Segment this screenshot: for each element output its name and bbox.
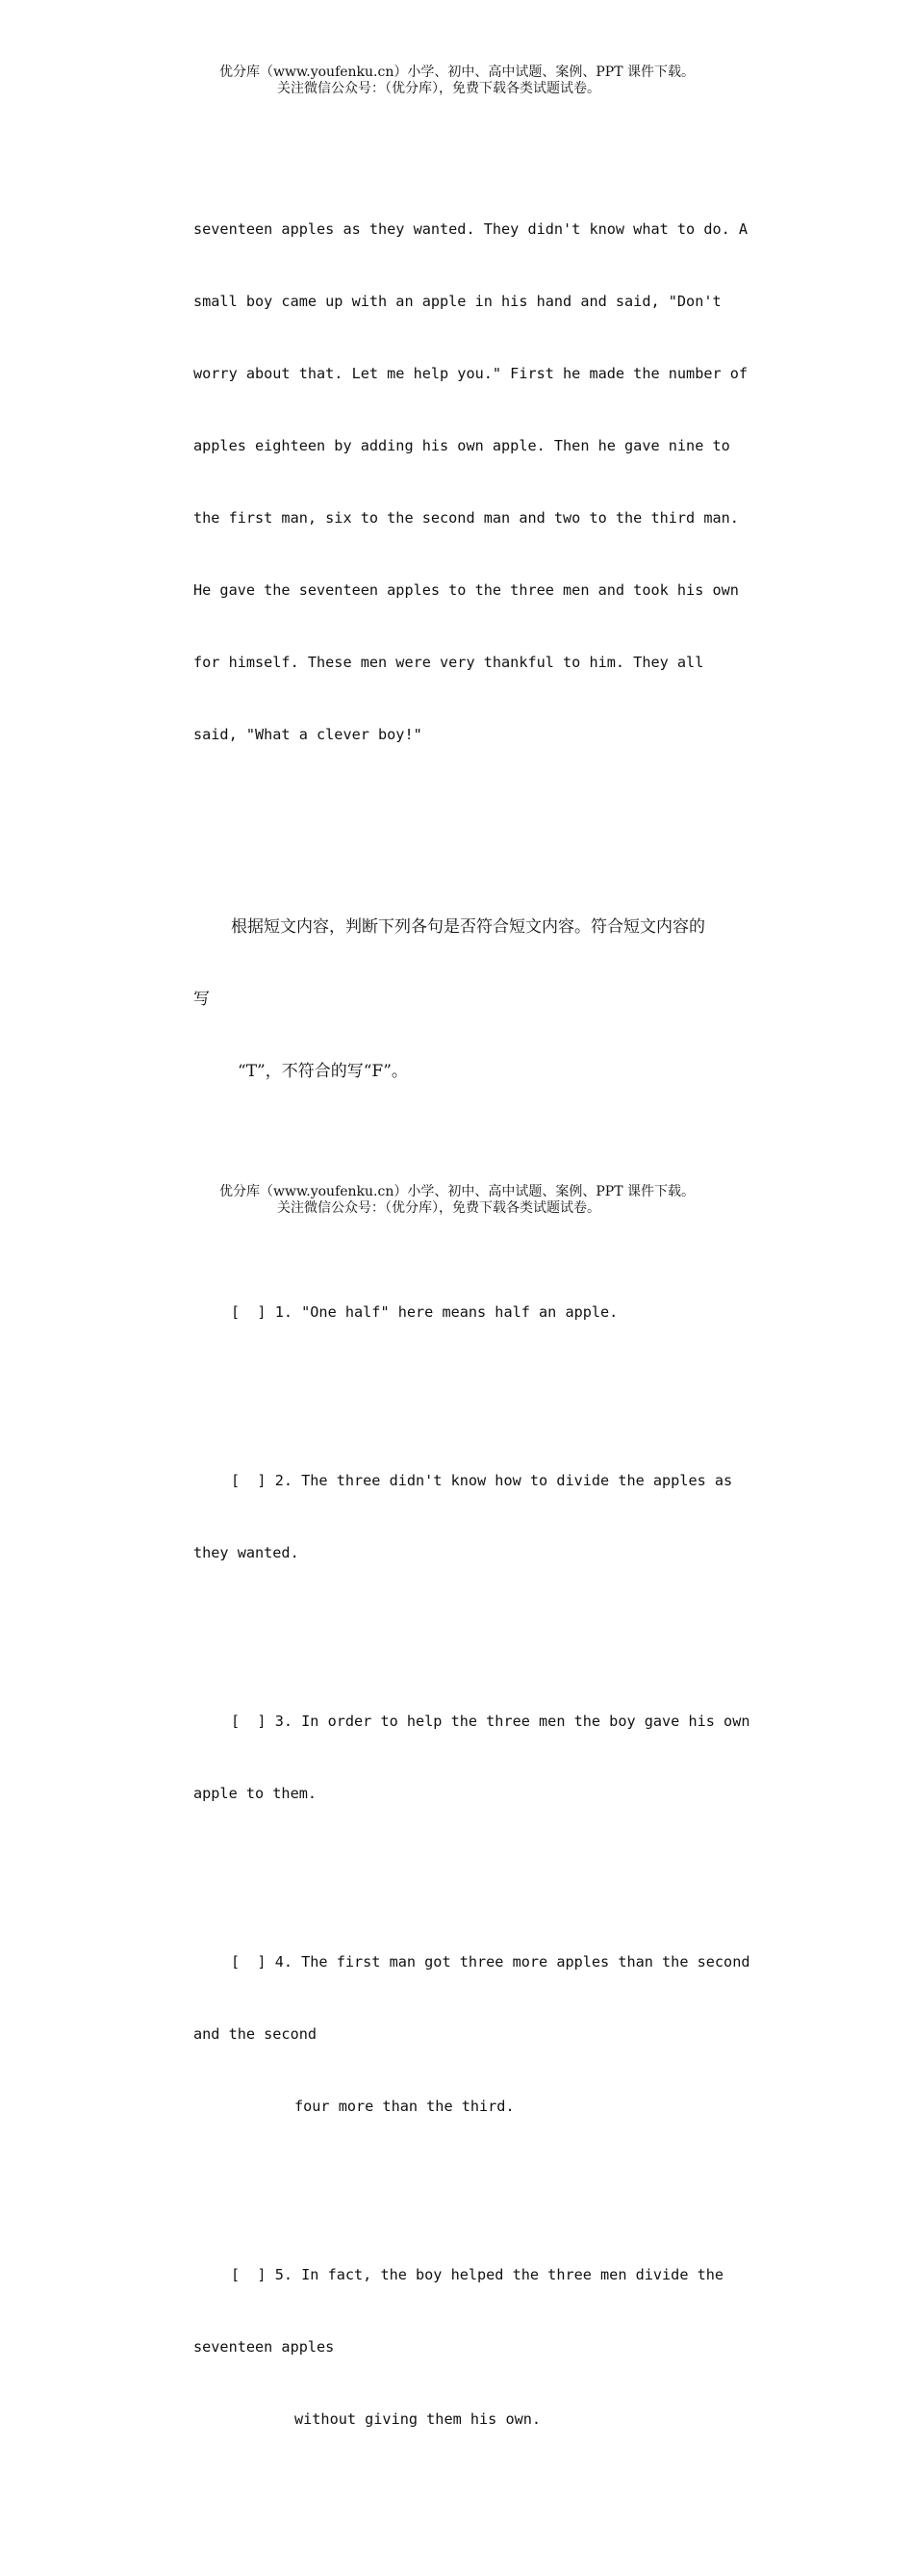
passage-line: He gave the seventeen apples to the three men and took his own xyxy=(193,581,739,599)
document-body xyxy=(193,121,785,2576)
passage-line: apples eighteen by adding his own apple. Then he gave nine to xyxy=(193,437,730,454)
question-text: [ ] 5. In fact, the boy helped the three men divide the xyxy=(231,2266,724,2283)
passage-line: the first man, six to the second man and two to the third man. xyxy=(193,509,739,527)
question-list xyxy=(193,1204,785,2528)
question-text: [ ] 4. The first man got three more apples than the second xyxy=(231,1953,750,1971)
header-line-2: 关注微信公众号：（优分库），免费下载各类试题试卷。 xyxy=(277,81,600,96)
question-text-continued: seventeen apples xyxy=(193,2338,335,2356)
passage-line: for himself. These men were very thankful to him. They all xyxy=(193,654,704,671)
question-text-continued: they wanted. xyxy=(193,1544,299,1561)
question-text-continued: four more than the third. xyxy=(294,2098,515,2115)
instruction xyxy=(193,867,785,1132)
question-1 xyxy=(193,1252,785,1373)
page-header xyxy=(0,64,914,97)
passage-line: said, "What a clever boy!" xyxy=(193,726,422,743)
instruction-line-1: 根据短文内容，判断下列各句是否符合短文内容。符合短文内容的 xyxy=(231,917,705,937)
footer-line-1: 优分库（www.youfenku.cn）小学、初中、高中试题、案例、PPT 课件下载。 xyxy=(218,1184,695,1199)
question-3 xyxy=(193,1662,785,1854)
passage xyxy=(193,169,785,795)
question-text-continued: apple to them. xyxy=(193,1785,317,1802)
header-line-1: 优分库（www.youfenku.cn）小学、初中、高中试题、案例、PPT 课件下载。 xyxy=(218,64,695,80)
passage-line: seventeen apples as they wanted. They didn't know what to do. A xyxy=(193,220,749,238)
question-text: [ ] 2. The three didn't know how to divide the apples as xyxy=(231,1472,733,1489)
question-text: [ ] 3. In order to help the three men the boy gave his own xyxy=(231,1713,750,1730)
passage-line: worry about that. Let me help you." First he made the number of xyxy=(193,365,749,382)
page-footer xyxy=(0,1184,914,1217)
instruction-line-3: “T”，不符合的写“F”。 xyxy=(238,1062,408,1081)
footer-line-2: 关注微信公众号：（优分库），免费下载各类试题试卷。 xyxy=(277,1200,600,1216)
question-2 xyxy=(193,1421,785,1613)
question-5 xyxy=(193,2215,785,2480)
question-4 xyxy=(193,1902,785,2167)
question-text: [ ] 1. "One half" here means half an apple. xyxy=(231,1303,619,1321)
instruction-line-2: 写 xyxy=(193,990,210,1009)
question-text-continued: without giving them his own. xyxy=(294,2410,542,2428)
passage-line: small boy came up with an apple in his hand and said, "Don't xyxy=(193,293,722,310)
question-text-continued: and the second xyxy=(193,2025,317,2043)
